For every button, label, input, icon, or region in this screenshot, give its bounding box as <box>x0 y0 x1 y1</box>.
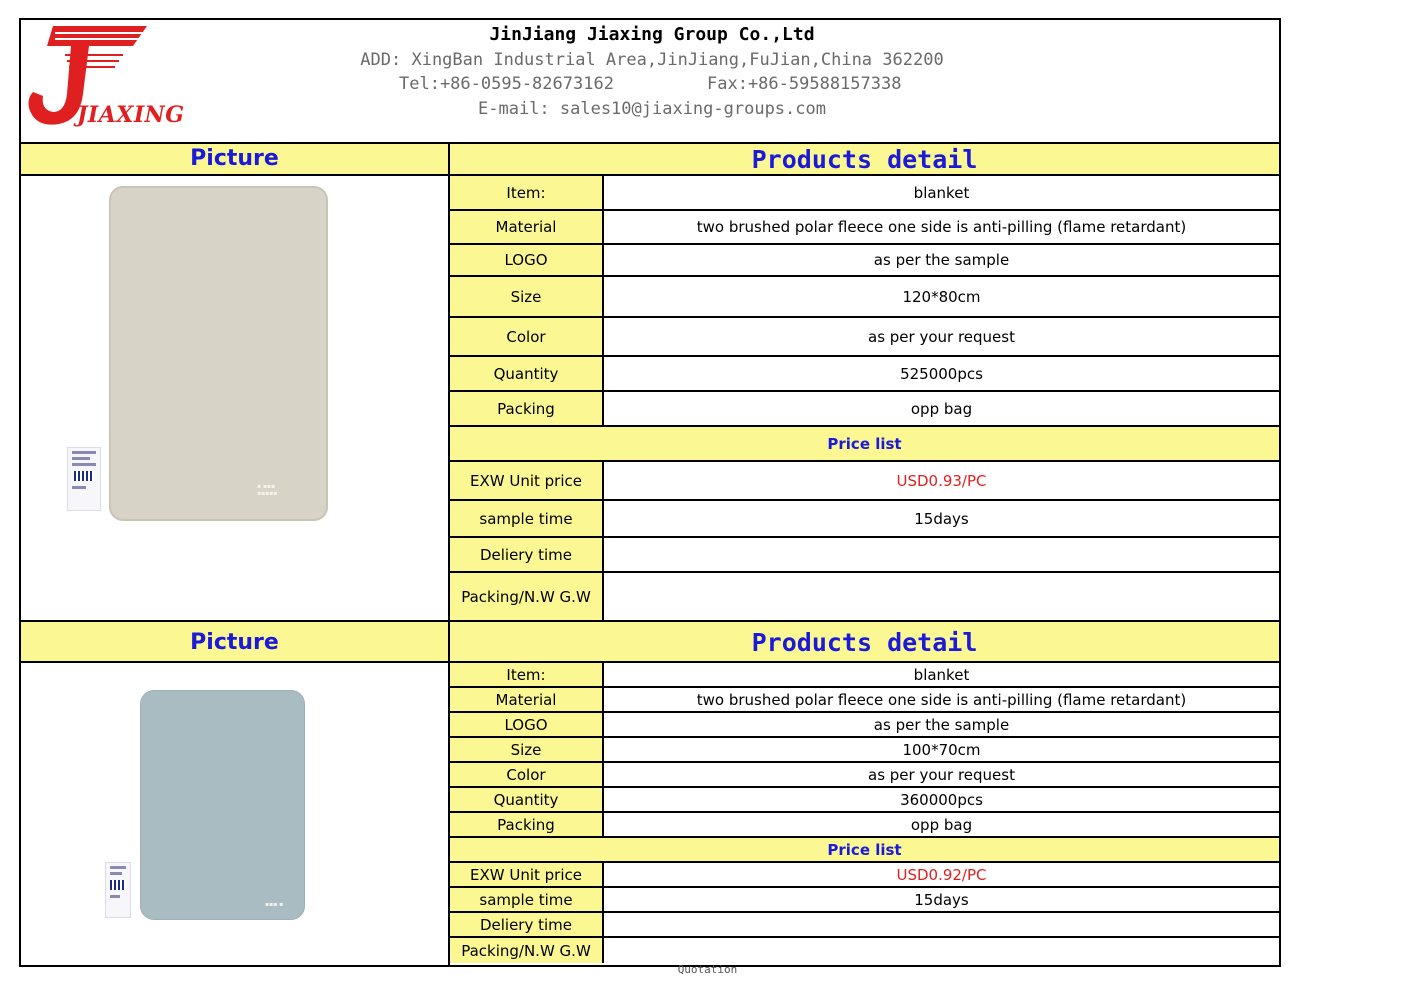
details-table <box>450 663 1279 963</box>
row-value: as per the sample <box>873 251 1010 269</box>
details-column <box>450 144 1279 620</box>
blanket-label-icon: ▪ ▪▪▪ ▪▪▪▪▪ <box>257 483 278 497</box>
details-table <box>450 176 1279 620</box>
row-label: Color <box>450 318 604 355</box>
row-value: 15days <box>914 890 969 909</box>
row-label: Packing <box>450 813 604 836</box>
table-row <box>450 688 1279 713</box>
row-value: two brushed polar fleece one side is anti-pilling (flame retardant) <box>696 690 1187 709</box>
table-row <box>450 501 1279 538</box>
details-column <box>450 622 1279 967</box>
row-value: 15days <box>914 509 969 528</box>
hang-tag-icon <box>105 862 131 918</box>
sheet-footer: Quotation <box>677 963 738 976</box>
products-detail-heading: Products detail <box>450 622 1279 663</box>
table-row <box>450 938 1279 963</box>
row-label: sample time <box>450 888 604 911</box>
row-value: opp bag <box>910 815 973 834</box>
row-label: Size <box>450 738 604 761</box>
row-value: as per your request <box>868 765 1015 784</box>
picture-column <box>21 144 450 620</box>
products-detail-heading: Products detail <box>450 144 1279 176</box>
row-label: Quantity <box>450 788 604 811</box>
row-label: Item: <box>450 663 604 686</box>
row-label: Material <box>450 211 604 243</box>
table-row <box>450 277 1279 318</box>
blanket-label-icon: ▪▪▪ ▪ <box>265 901 284 908</box>
unit-price-value: USD0.92/PC <box>896 865 987 884</box>
table-row <box>450 357 1279 392</box>
row-value: 100*70cm <box>902 740 981 759</box>
price-list-heading: Price list <box>450 838 1279 863</box>
table-row <box>450 863 1279 888</box>
table-row <box>450 176 1279 211</box>
table-row <box>450 788 1279 813</box>
hang-tag-icon <box>67 447 101 511</box>
picture-heading: Picture <box>21 144 448 176</box>
row-label: Material <box>450 688 604 711</box>
table-row <box>450 763 1279 788</box>
row-label: Size <box>450 277 604 316</box>
table-row <box>450 713 1279 738</box>
table-row <box>450 813 1279 838</box>
row-value <box>604 913 1279 936</box>
company-fax: Fax:+86-59588157338 <box>707 74 902 94</box>
row-label: Deliery time <box>450 913 604 936</box>
table-row <box>450 392 1279 427</box>
table-row <box>450 663 1279 688</box>
row-label: EXW Unit price <box>450 863 604 886</box>
company-name: JinJiang Jiaxing Group Co.,Ltd <box>489 24 815 45</box>
company-header <box>21 20 1279 144</box>
product-section-1 <box>21 144 1279 622</box>
row-value: as per your request <box>868 327 1015 346</box>
row-value: blanket <box>913 183 970 202</box>
product-section-2 <box>21 622 1279 967</box>
table-row <box>450 462 1279 501</box>
logo-text: JIAXING <box>77 102 185 128</box>
row-value: 525000pcs <box>900 364 983 383</box>
price-list-heading: Price list <box>450 427 1279 462</box>
row-value: blanket <box>913 665 970 684</box>
table-row <box>450 888 1279 913</box>
row-label: Packing/N.W G.W <box>450 938 604 963</box>
row-label: sample time <box>450 501 604 536</box>
row-value: 360000pcs <box>900 790 983 809</box>
row-label: Packing/N.W G.W <box>450 573 604 620</box>
table-row <box>450 538 1279 573</box>
unit-price-value: USD0.93/PC <box>896 471 987 490</box>
quotation-sheet <box>19 18 1281 967</box>
blanket-image <box>109 186 328 521</box>
blanket-image <box>140 690 305 920</box>
table-row <box>450 318 1279 357</box>
row-label: LOGO <box>450 245 604 275</box>
company-address: ADD: XingBan Industrial Area,JinJiang,FuJian,China 362200 <box>360 50 944 70</box>
row-value: two brushed polar fleece one side is anti-pilling (flame retardant) <box>696 218 1187 236</box>
table-row <box>450 738 1279 763</box>
row-value: opp bag <box>910 399 973 418</box>
row-value: 120*80cm <box>902 287 981 306</box>
company-tel: Tel:+86-0595-82673162 <box>399 74 614 94</box>
row-label: Color <box>450 763 604 786</box>
row-label: LOGO <box>450 713 604 736</box>
row-label: EXW Unit price <box>450 462 604 499</box>
table-row <box>450 913 1279 938</box>
row-label: Item: <box>450 176 604 209</box>
row-value <box>604 938 1279 963</box>
row-label: Deliery time <box>450 538 604 571</box>
table-row <box>450 211 1279 245</box>
row-label: Packing <box>450 392 604 425</box>
table-row <box>450 573 1279 620</box>
table-row <box>450 245 1279 277</box>
picture-column <box>21 622 450 967</box>
row-label: Quantity <box>450 357 604 390</box>
row-value <box>604 538 1279 571</box>
picture-heading: Picture <box>21 622 448 663</box>
row-value <box>604 573 1279 620</box>
company-email[interactable]: E-mail: sales10@jiaxing-groups.com <box>478 99 826 119</box>
row-value: as per the sample <box>873 715 1010 734</box>
